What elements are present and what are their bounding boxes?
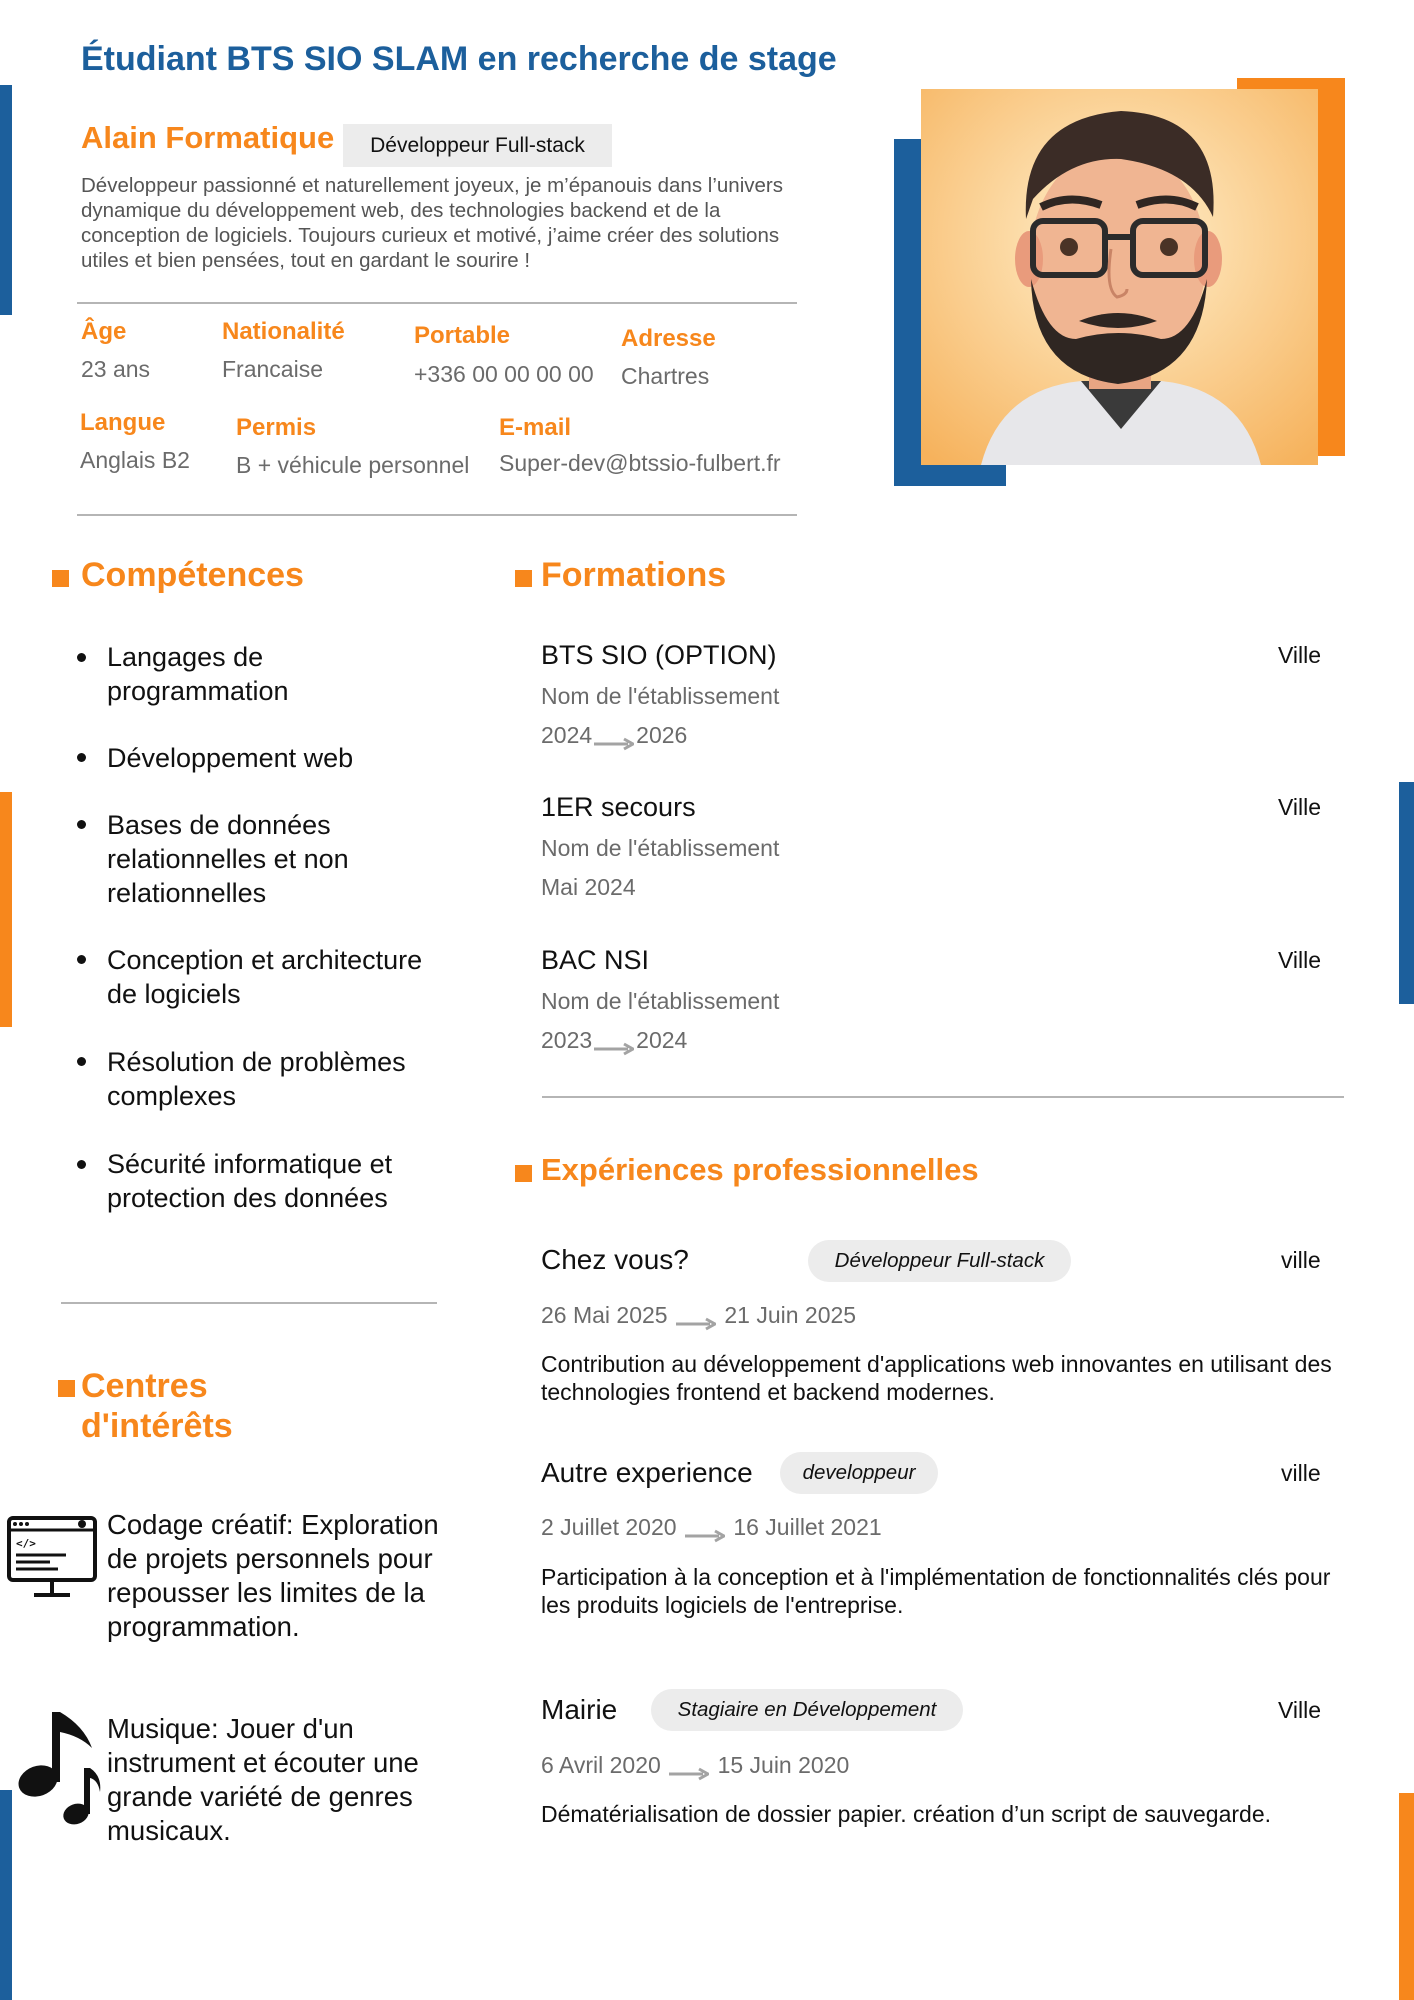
phone-label: Portable: [414, 322, 511, 349]
language-value: Anglais B2: [80, 447, 190, 473]
skill-item: Conception et architecture de logiciels: [107, 945, 423, 1009]
section-marker: [515, 570, 532, 587]
arrow-right-icon: [594, 1035, 634, 1049]
experience-dates: [541, 1514, 882, 1541]
phone-value: +336 00 00 00 00: [414, 361, 594, 387]
formations-heading: Formations: [541, 556, 727, 594]
profile-photo: [921, 89, 1318, 465]
bullet: [77, 1057, 86, 1066]
right-orange-bar: [1399, 1793, 1414, 2000]
experience-role-tag: Développeur Full-stack: [808, 1240, 1071, 1282]
computer-code-icon: [6, 1515, 98, 1608]
experience-role-tag: developpeur: [780, 1452, 938, 1494]
page-title: Étudiant BTS SIO SLAM en recherche de stage: [81, 40, 837, 78]
date-to: 2026: [636, 722, 688, 748]
date-to: 15 Juin 2020: [717, 1752, 850, 1778]
experience-description: Dématérialisation de dossier papier. création d’un script de sauvegarde.: [541, 1801, 1272, 1827]
experience-company: Mairie: [541, 1694, 618, 1725]
arrow-right-icon: [669, 1760, 709, 1774]
address-value: Chartres: [621, 363, 710, 389]
interests-heading: Centres d'intérêts: [81, 1367, 233, 1445]
experience-company: Autre experience: [541, 1457, 753, 1488]
formation-school: Nom de l'établissement: [541, 835, 780, 861]
experience-city: ville: [1281, 1247, 1321, 1273]
license-label: Permis: [236, 414, 317, 441]
date-from: 2023: [541, 1027, 593, 1053]
section-marker: [515, 1165, 532, 1182]
date-from: 6 Avril 2020: [541, 1752, 661, 1778]
role-tag: Développeur Full-stack: [343, 124, 612, 167]
email-label: E-mail: [499, 414, 572, 441]
section-marker: [52, 570, 69, 587]
formation-title: BTS SIO (OPTION): [541, 640, 777, 670]
experiences-heading: Expériences professionnelles: [541, 1152, 979, 1187]
bio-text: Développeur passionné et naturellement joyeux, je m’épanouis dans l’univers dynamique du développement web, des technologies backend et de la conception de logiciels. Toujours curieux et motivé, j’aime créer des solutions utiles et bien pensées, tout en gardant le sourire !: [81, 174, 783, 272]
divider: [77, 514, 797, 516]
date-from: 2024: [541, 722, 593, 748]
age-label: Âge: [81, 318, 127, 345]
bullet: [77, 753, 86, 762]
experience-description: Contribution au développement d'applications web innovantes en utilisant des technologies frontend et backend modernes.: [541, 1351, 1332, 1405]
section-marker: [58, 1380, 75, 1397]
experience-city: Ville: [1278, 1697, 1322, 1723]
age-value: 23 ans: [81, 356, 151, 382]
date-from: 2 Juillet 2020: [541, 1514, 677, 1540]
experience-role-tag: Stagiaire en Développement: [651, 1689, 963, 1731]
arrow-right-icon: [685, 1522, 725, 1536]
address-label: Adresse: [621, 325, 716, 352]
formation-date: Mai 2024: [541, 874, 636, 900]
interest-item: Musique: Jouer d'un instrument et écouter une grande variété de genres musicaux.: [107, 1713, 419, 1846]
formation-school: Nom de l'établissement: [541, 988, 780, 1014]
formation-title: 1ER secours: [541, 792, 696, 822]
skill-item: Sécurité informatique et protection des données: [107, 1149, 393, 1213]
experience-dates: [541, 1752, 849, 1779]
date-to: 16 Juillet 2021: [733, 1514, 882, 1540]
music-notes-icon: [14, 1706, 104, 1835]
left-blue-bar-top: [0, 85, 12, 315]
formation-city: Ville: [1278, 642, 1322, 668]
experience-dates: [541, 1302, 856, 1329]
divider: [61, 1302, 437, 1304]
bullet: [77, 820, 86, 829]
nationality-label: Nationalité: [222, 318, 345, 345]
svg-text:</>: </>: [16, 1537, 36, 1550]
experience-description: Participation à la conception et à l'implémentation de fonctionnalités clés pour les produits logiciels de l'entreprise.: [541, 1564, 1331, 1618]
left-orange-bar: [0, 792, 12, 1027]
formation-dates: [541, 722, 687, 749]
formation-city: Ville: [1278, 794, 1322, 820]
bullet: [77, 955, 86, 964]
language-label: Langue: [80, 409, 166, 436]
left-blue-bar-bottom: [0, 1790, 12, 2000]
skill-item: Résolution de problèmes complexes: [107, 1047, 406, 1111]
candidate-name: Alain Formatique: [81, 120, 335, 155]
skill-item: Langages de programmation: [107, 642, 289, 706]
divider: [77, 302, 797, 304]
right-blue-bar: [1399, 782, 1414, 1004]
email-value: Super-dev@btssio-fulbert.fr: [499, 450, 781, 476]
experience-company: Chez vous?: [541, 1244, 689, 1275]
nationality-value: Francaise: [222, 356, 323, 382]
skill-item: Développement web: [107, 743, 354, 773]
license-value: B + véhicule personnel: [236, 452, 470, 478]
formation-title: BAC NSI: [541, 945, 650, 975]
date-from: 26 Mai 2025: [541, 1302, 668, 1328]
interest-item: Codage créatif: Exploration de projets personnels pour repousser les limites de la programmation.: [107, 1509, 439, 1642]
date-to: 21 Juin 2025: [724, 1302, 857, 1328]
arrow-right-icon: [594, 730, 634, 744]
formation-school: Nom de l'établissement: [541, 683, 780, 709]
bullet: [77, 1160, 86, 1169]
experience-city: ville: [1281, 1460, 1321, 1486]
skill-item: Bases de données relationnelles et non relationnelles: [107, 810, 349, 908]
formation-dates: [541, 1027, 687, 1054]
date-to: 2024: [636, 1027, 688, 1053]
arrow-right-icon: [676, 1310, 716, 1324]
bullet: [77, 653, 86, 662]
divider: [542, 1096, 1344, 1098]
formation-city: Ville: [1278, 947, 1322, 973]
skills-heading: Compétences: [81, 556, 304, 594]
